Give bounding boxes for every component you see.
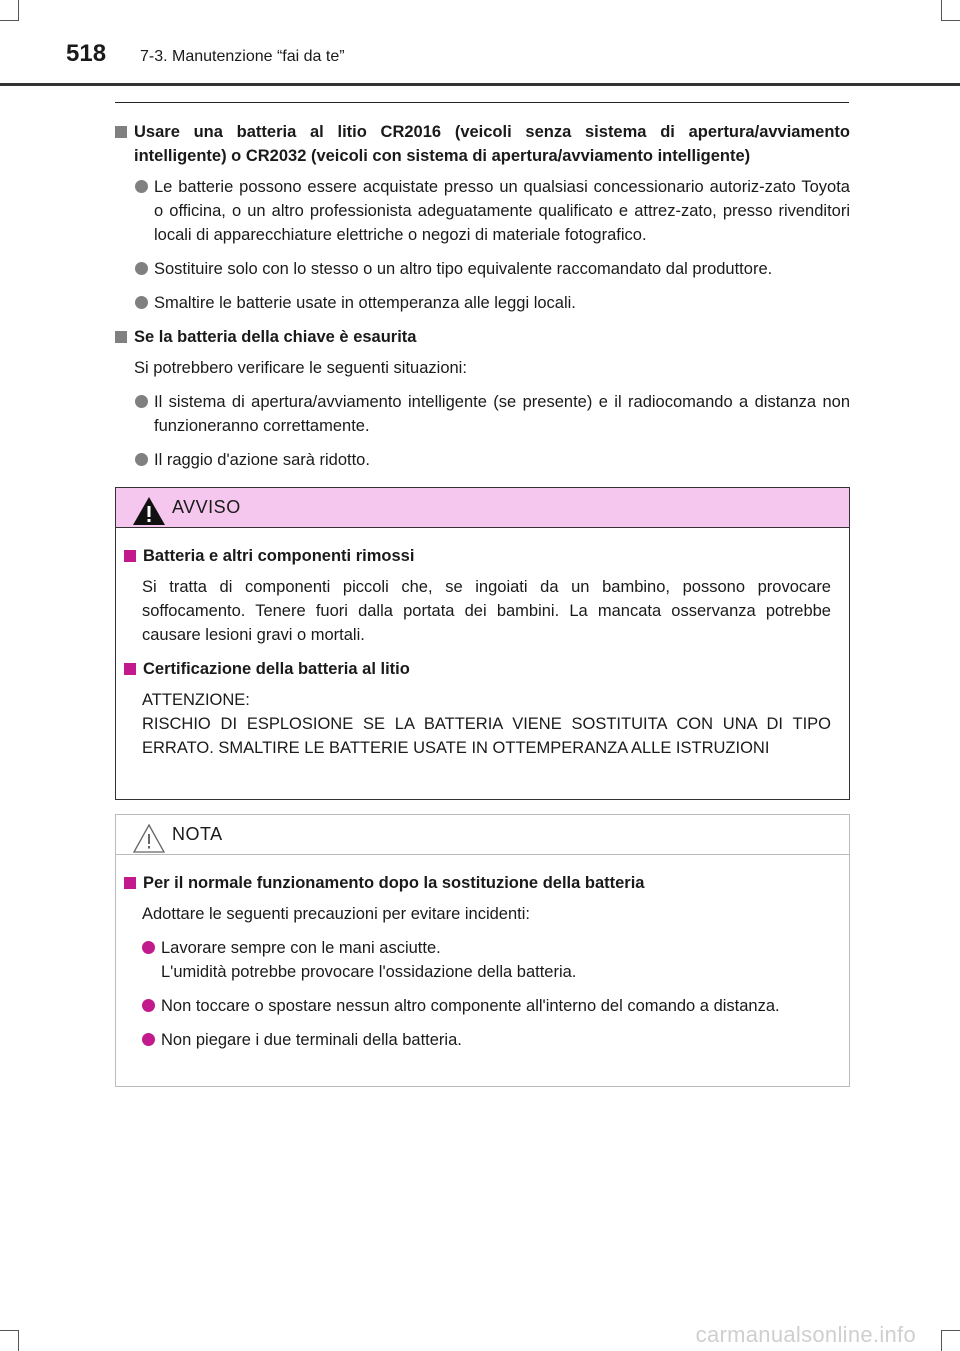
square-bullet-icon <box>124 877 136 889</box>
crop-mark <box>18 1330 19 1351</box>
bullet-item: Il raggio d'azione sarà ridotto. <box>115 448 850 472</box>
square-bullet-icon <box>124 550 136 562</box>
warning-heading: Certificazione della batteria al litio <box>124 657 831 681</box>
bullet-item: Smaltire le batterie usate in ottemperanza alle leggi locali. <box>115 291 850 315</box>
warning-triangle-icon <box>132 496 166 526</box>
note-bullet: Lavorare sempre con le mani asciutte. L'umidità potrebbe provocare l'ossidazione della batteria. <box>124 936 831 984</box>
circle-bullet-icon <box>135 262 148 275</box>
note-header <box>116 815 849 855</box>
circle-bullet-icon <box>135 180 148 193</box>
circle-bullet-icon <box>135 296 148 309</box>
warning-body <box>116 528 849 770</box>
warning-text: ATTENZIONE: RISCHIO DI ESPLOSIONE SE LA BATTERIA VIENE SOSTITUITA CON UNA DI TIPO ERRATO. SMALTIRE LE BATTERIE USATE IN OTTEMPERANZA ALLE ISTRUZIONI <box>142 691 831 757</box>
note-body <box>116 855 849 1072</box>
circle-bullet-icon <box>135 395 148 408</box>
page-number: 518 <box>66 40 107 67</box>
content-top-rule <box>115 102 849 103</box>
bullet-item: Il sistema di apertura/avviamento intelligente (se presente) e il radiocomando a distanza non funzioneranno correttamente. <box>115 390 850 438</box>
warning-text: Si tratta di componenti piccoli che, se ingoiati da un bambino, possono provocare soffocamento. Tenere fuori dalla portata dei bambini. La mancata osservanza potrebbe causare lesioni gravi o mortali. <box>142 578 831 644</box>
circle-bullet-icon <box>142 1033 155 1046</box>
note-heading: Per il normale funzionamento dopo la sostituzione della batteria <box>124 871 831 895</box>
warning-box <box>115 487 850 800</box>
note-bullet: Non piegare i due terminali della batteria. <box>124 1028 831 1052</box>
warning-header <box>116 488 849 528</box>
note-title: NOTA <box>172 824 223 844</box>
section-title: 7-3. Manutenzione “fai da te” <box>140 48 345 65</box>
square-bullet-icon <box>115 126 127 138</box>
warning-heading: Batteria e altri componenti rimossi <box>124 544 831 568</box>
caution-triangle-icon <box>132 823 166 853</box>
circle-bullet-icon <box>135 453 148 466</box>
crop-mark <box>941 1330 960 1331</box>
circle-bullet-icon <box>142 999 155 1012</box>
square-bullet-icon <box>124 663 136 675</box>
paragraph: Si potrebbero verificare le seguenti situazioni: <box>134 359 467 377</box>
watermark: carmanualsonline.info <box>695 1322 916 1347</box>
note-box <box>115 814 850 1087</box>
note-bullet: Non toccare o spostare nessun altro componente all'interno del comando a distanza. <box>124 994 831 1018</box>
main-content <box>115 112 850 482</box>
circle-bullet-icon <box>142 941 155 954</box>
page-header <box>0 0 960 86</box>
header-rule <box>0 83 960 86</box>
crop-mark <box>0 1330 18 1331</box>
warning-title: AVVISO <box>172 497 241 517</box>
note-intro: Adottare le seguenti precauzioni per evitare incidenti: <box>142 905 530 923</box>
square-bullet-icon <box>115 331 127 343</box>
crop-mark <box>941 1330 942 1351</box>
bullet-item: Sostituire solo con lo stesso o un altro tipo equivalente raccomandato dal produttore. <box>115 257 850 281</box>
bullet-item: Le batterie possono essere acquistate presso un qualsiasi concessionario autoriz-zato Toyota o officina, o un altro professionista adeguatamente qualificato e attrez-zato, presso rivenditori locali di apparecchiature elettriche o negozi di materiale fotografico. <box>115 175 850 247</box>
section-heading: Se la batteria della chiave è esaurita <box>115 325 850 349</box>
section-heading: Usare una batteria al litio CR2016 (veicoli senza sistema di apertura/avviamento intelligente) o CR2032 (veicoli con sistema di apertura/avviamento intelligente) <box>115 120 850 168</box>
